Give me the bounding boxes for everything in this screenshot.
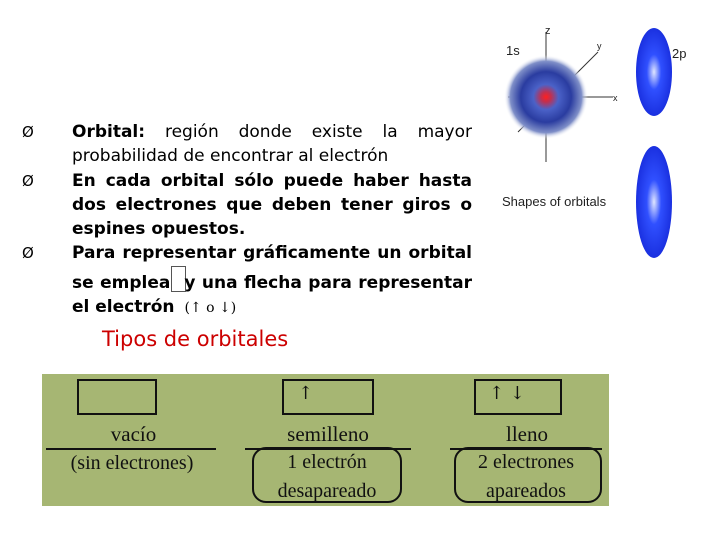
arrow-notation: (↑ o ↓): [184, 300, 237, 317]
bullet-text-a: Para representar gráficamente un orbital se emplea: [72, 243, 472, 293]
bullet-text: región donde existe la mayor probabilidad de encontrar al electrón: [72, 122, 472, 167]
bullet-text: En cada orbital sólo puede haber hasta dos electrones que deben tener giros o espines opuestos.: [72, 170, 472, 240]
axis-y-label: y: [597, 41, 602, 51]
type-title: lleno: [506, 422, 548, 446]
label-1s: 1s: [506, 43, 520, 58]
axis-z-label: z: [545, 25, 551, 37]
bullet-list: [20, 120, 472, 320]
type-subtitle-line2: desapareado: [277, 480, 377, 502]
electron-arrows: ↑ ↓: [489, 383, 525, 404]
p-orbital-lower-lobe: [636, 146, 672, 258]
type-full: [442, 374, 609, 506]
type-subtitle-line1: 1 electrón: [287, 451, 367, 473]
bullet-two-electrons: [20, 169, 472, 242]
axis-x-label: x: [613, 93, 618, 103]
electron-arrows: ↑: [298, 383, 314, 404]
figure-caption: Shapes of orbitals: [502, 194, 607, 209]
type-empty: [42, 374, 227, 506]
bullet-text-b: y una flecha para representar el electrón: [72, 272, 473, 318]
orbital-types-panel: [42, 374, 609, 506]
type-subtitle: (sin electrones): [70, 452, 194, 474]
type-subtitle-line1: 2 electrones: [477, 451, 575, 473]
type-half-filled: [242, 374, 422, 506]
bullet-orbital: [20, 120, 472, 169]
bullet-representation: [20, 241, 472, 320]
type-subtitle-line2: apareados: [486, 480, 566, 502]
orbital-box: [77, 379, 157, 415]
type-title: vacío: [110, 422, 157, 446]
bullet-marker: Ø: [22, 123, 34, 141]
bullet-marker: Ø: [22, 244, 34, 263]
bullet-term: Orbital:: [72, 122, 146, 142]
divider: [46, 448, 216, 450]
label-2p: 2p: [672, 46, 687, 61]
orbital-box: [282, 379, 374, 415]
s-orbital-sphere: [504, 55, 588, 139]
type-title: semilleno: [287, 422, 369, 446]
bullet-marker: Ø: [22, 171, 34, 190]
p-orbital-upper-lobe: [636, 28, 672, 116]
section-title: Tipos de orbitales: [102, 327, 289, 351]
orbital-shapes-figure: [498, 22, 698, 262]
orbital-illustration: [498, 22, 698, 262]
